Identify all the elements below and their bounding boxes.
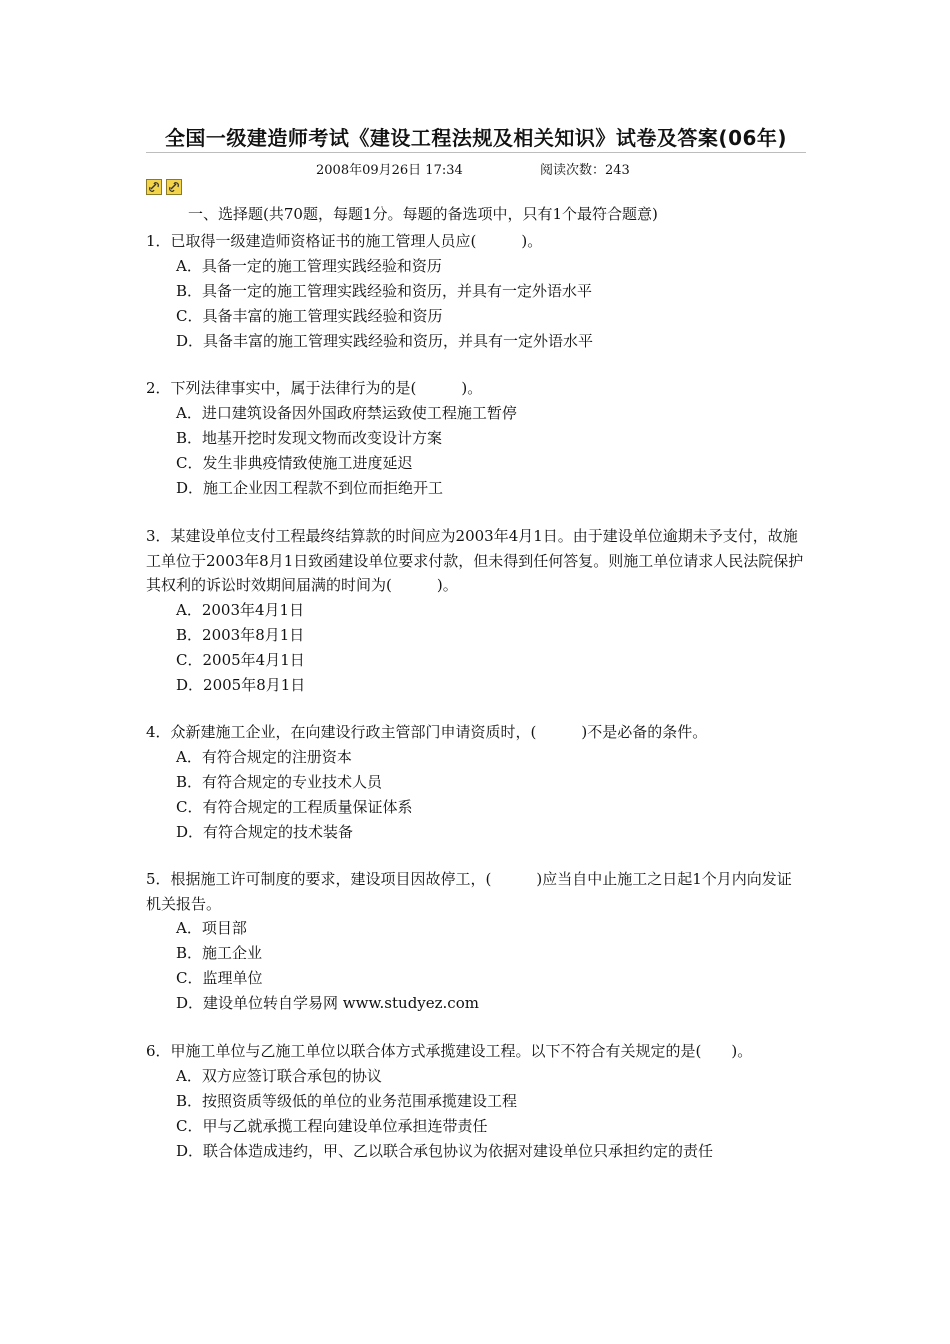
option-a: A．双方应签订联合承包的协议	[176, 1066, 382, 1085]
option-b: B．有符合规定的专业技术人员	[176, 772, 383, 791]
option-a: A．项目部	[176, 919, 247, 937]
question-1	[146, 229, 806, 354]
option-c: C．甲与乙就承揽工程向建设单位承担连带责任	[176, 1116, 488, 1135]
publish-date: 2008年09月26日 17:34	[316, 163, 463, 178]
view-count: 阅读次数：243	[540, 163, 630, 178]
question-4	[146, 720, 806, 845]
option-c: C．监理单位	[176, 969, 263, 987]
option-d: D．具备丰富的施工管理实践经验和资历，并具有一定外语水平	[176, 331, 594, 350]
question-text: 4．众新建施工企业，在向建设行政主管部门申请资质时，( )不是必备的条件。	[146, 723, 708, 741]
option-b: B．具备一定的施工管理实践经验和资历，并具有一定外语水平	[176, 281, 593, 300]
question-5	[146, 867, 806, 1016]
option-a: A．有符合规定的注册资本	[176, 747, 352, 766]
option-c: C．有符合规定的工程质量保证体系	[176, 797, 413, 816]
option-b: B．2003年8月1日	[176, 625, 305, 644]
option-d: D．2005年8月1日	[176, 675, 306, 694]
question-text: 5．根据施工许可制度的要求，建设项目因故停工，( )应当自中止施工之日起1个月内向发证机关报告。	[146, 870, 792, 913]
section-intro: 一、选择题(共70题，每题1分。每题的备选项中，只有1个最符合题意)	[188, 205, 658, 223]
option-d: D．建设单位转自学易网 www.studyez.com	[176, 994, 479, 1012]
option-a: A．具备一定的施工管理实践经验和资历	[176, 256, 442, 275]
toolbar-icons	[146, 179, 182, 195]
option-c: C．发生非典疫情致使施工进度延迟	[176, 453, 413, 472]
question-text: 3．某建设单位支付工程最终结算款的时间应为2003年4月1日。由于建设单位逾期未予支付，故施工单位于2003年8月1日致函建设单位要求付款，但未得到任何答复。则施工单位请求人民法院保护其权利的诉讼时效期间届满的时间为( )。	[146, 527, 804, 594]
link-icon[interactable]	[166, 179, 182, 195]
option-b: B．按照资质等级低的单位的业务范围承揽建设工程	[176, 1091, 518, 1110]
option-a: A．进口建筑设备因外国政府禁运致使工程施工暂停	[176, 403, 517, 422]
question-text: 1．已取得一级建造师资格证书的施工管理人员应( )。	[146, 232, 543, 250]
link-icon[interactable]	[146, 179, 162, 195]
title-divider	[146, 152, 806, 153]
option-b: B．地基开挖时发现文物而改变设计方案	[176, 428, 443, 447]
question-text: 2．下列法律事实中，属于法律行为的是( )。	[146, 379, 483, 397]
option-b: B．施工企业	[176, 944, 263, 962]
document-title: 全国一级建造师考试《建设工程法规及相关知识》试卷及答案(06年)	[164, 126, 788, 150]
question-6	[146, 1039, 806, 1164]
option-a: A．2003年4月1日	[176, 600, 305, 619]
option-d: D．施工企业因工程款不到位而拒绝开工	[176, 478, 444, 497]
question-3	[146, 524, 806, 698]
question-2	[146, 376, 806, 501]
question-text: 6．甲施工单位与乙施工单位以联合体方式承揽建设工程。以下不符合有关规定的是( )。	[146, 1042, 753, 1060]
option-c: C．2005年4月1日	[176, 650, 305, 669]
option-d: D．联合体造成违约，甲、乙以联合承包协议为依据对建设单位只承担约定的责任	[176, 1141, 714, 1160]
option-c: C．具备丰富的施工管理实践经验和资历	[176, 306, 443, 325]
option-d: D．有符合规定的技术装备	[176, 822, 354, 841]
